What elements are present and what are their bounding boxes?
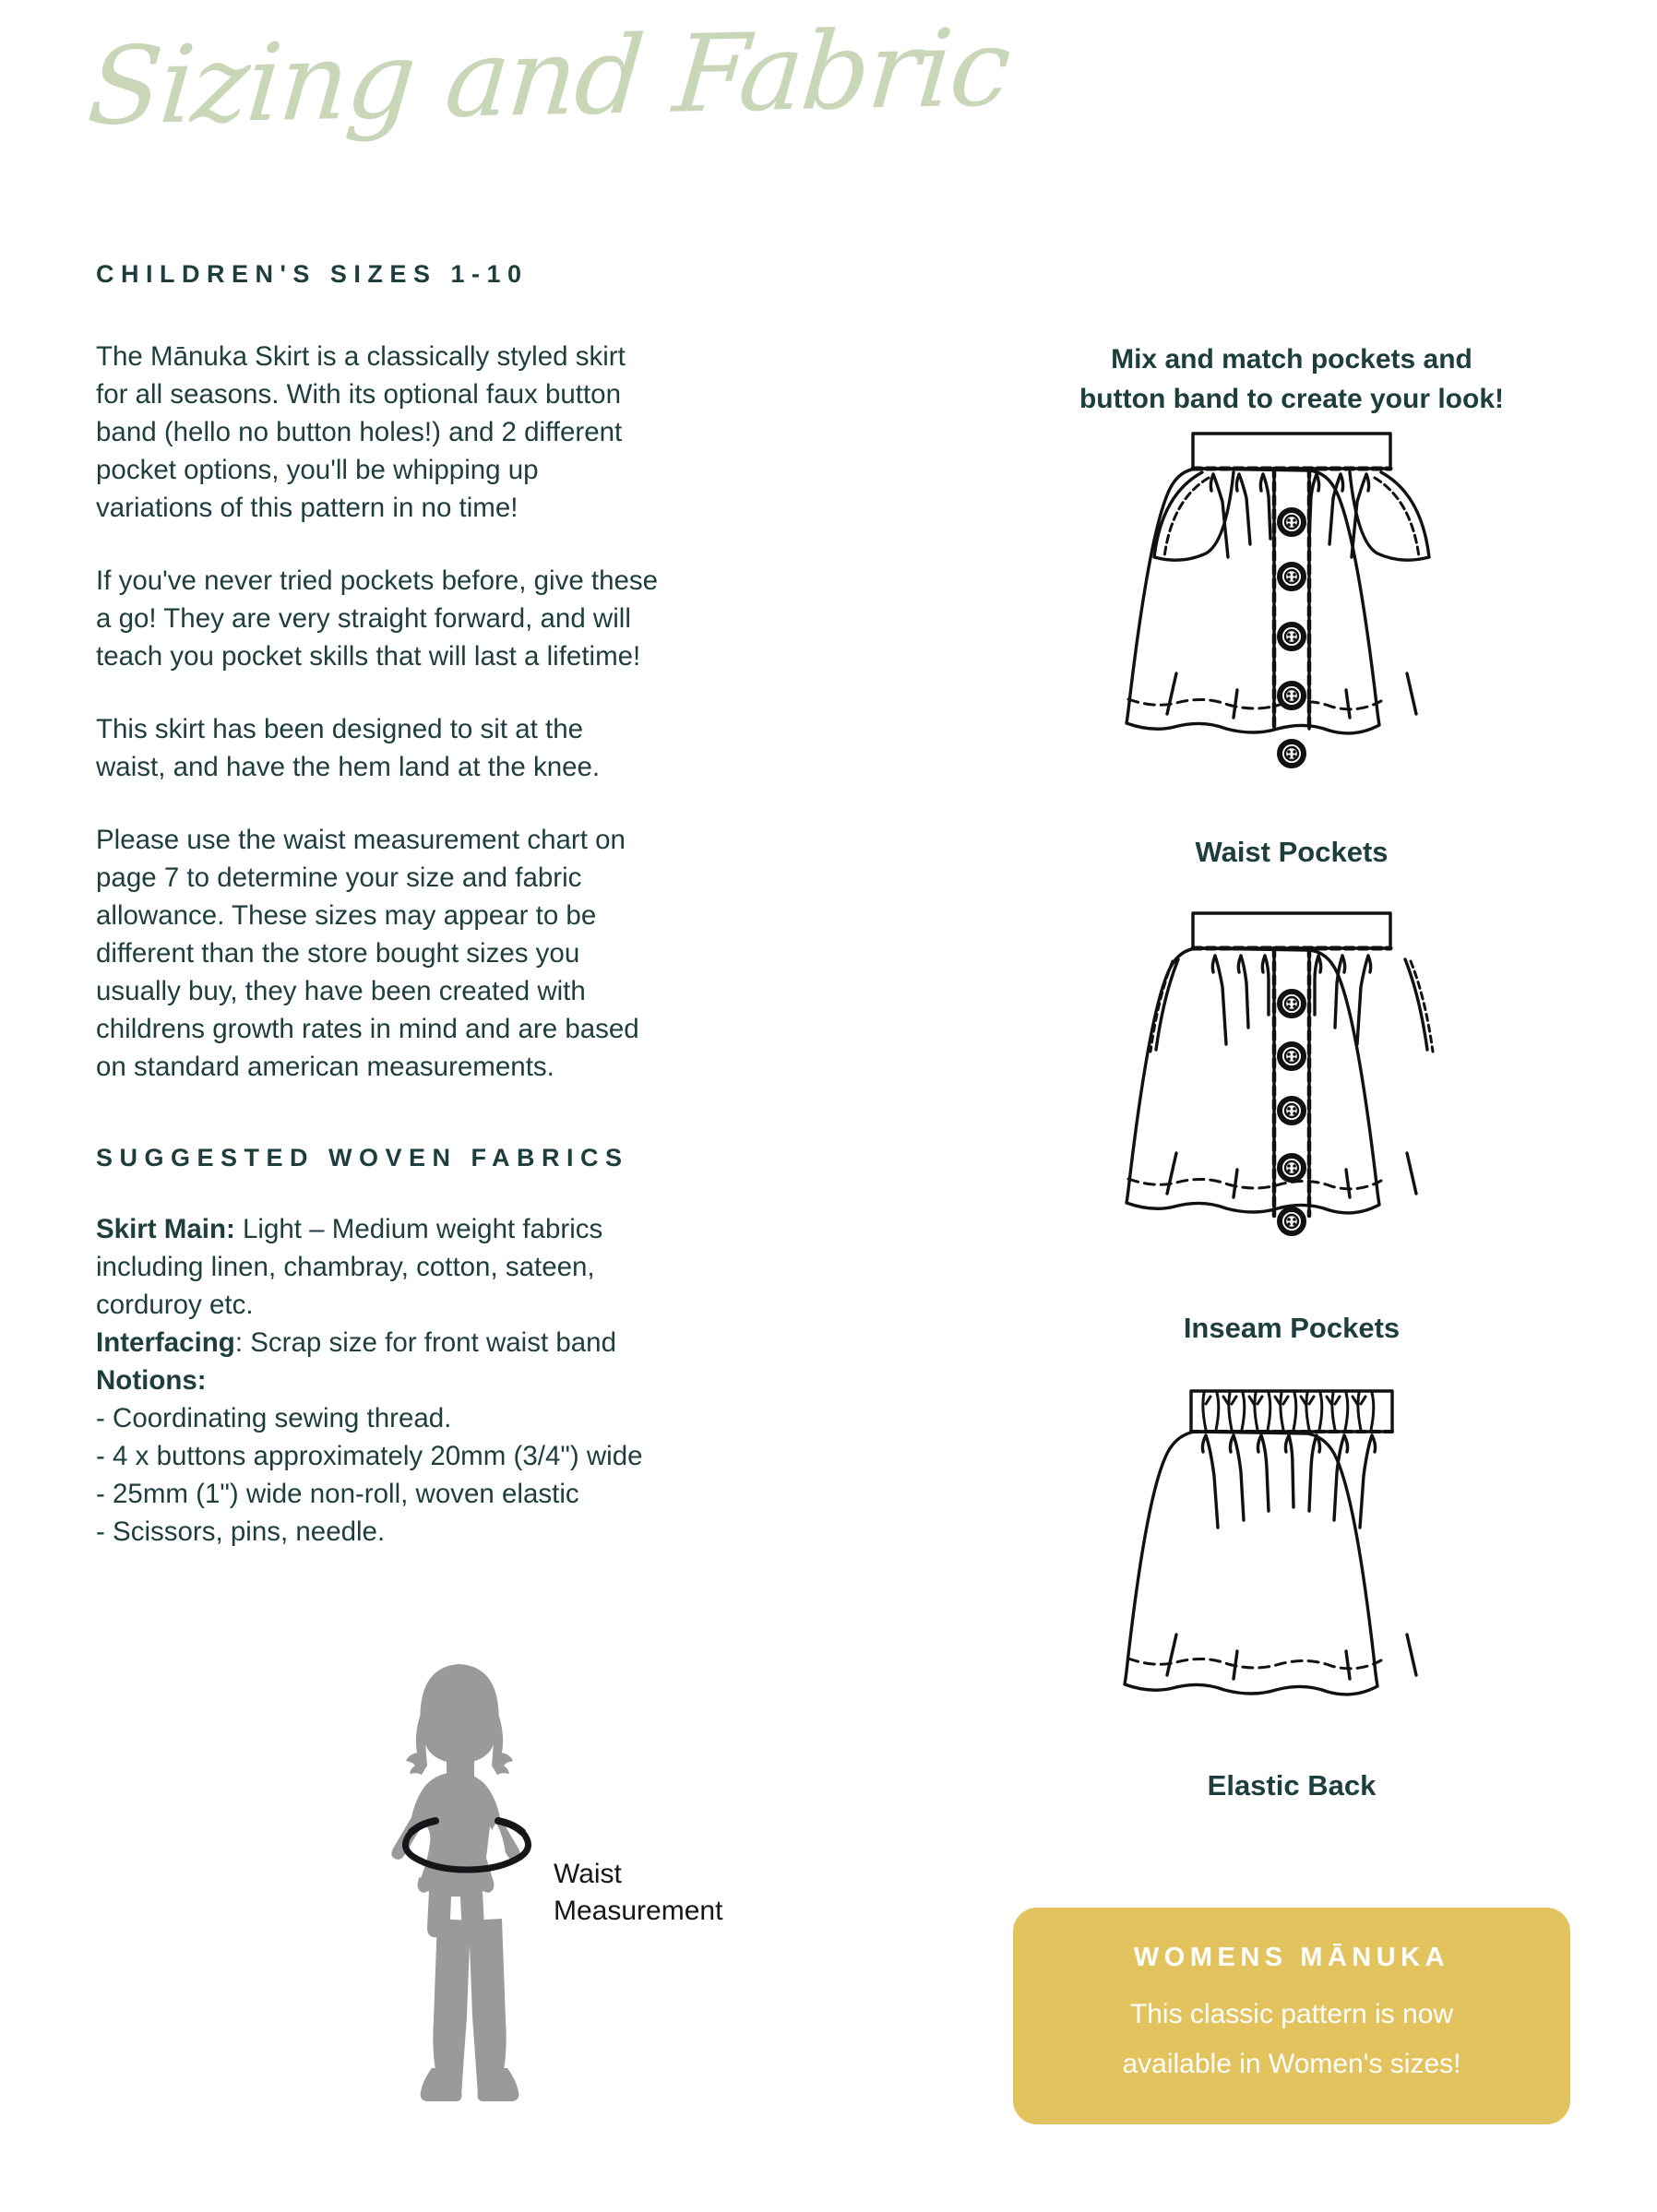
button: [1280, 565, 1304, 589]
notion-item: - 25mm (1") wide non-roll, woven elastic: [96, 1479, 579, 1509]
illustrations-heading: [1015, 339, 1568, 419]
button: [1280, 1044, 1304, 1068]
promo-line-1: This classic pattern is now: [1129, 1999, 1454, 2029]
waist-label-line1: Waist: [554, 1859, 622, 1889]
womens-manuka-promo-box[interactable]: [1013, 1908, 1570, 2124]
button: [1280, 742, 1304, 766]
waist-label-line2: Measurement: [554, 1896, 723, 1926]
button-group: [1280, 992, 1304, 1233]
button: [1280, 1099, 1304, 1123]
skirt-outline: [1127, 469, 1379, 733]
caption-inseam-pockets: Inseam Pockets: [1183, 1312, 1401, 1344]
interfacing-line: [96, 1324, 668, 1362]
waistband: [1193, 434, 1390, 469]
button: [1280, 624, 1304, 648]
elastic-waistband: [1191, 1391, 1392, 1432]
skirt-main-value: Light – Medium weight fabrics including linen, chambray, cotton, sateen, corduroy etc.: [96, 1214, 603, 1320]
children-sizes-body: [96, 338, 659, 1086]
waistband: [1193, 913, 1390, 948]
notion-item: - Scissors, pins, needle.: [96, 1516, 386, 1547]
paragraph-intro: The Mānuka Skirt is a classically styled skirt for all seasons. With its optional faux button band (hello no button holes!) and 2 different pocket options, you'll be whipping up variations of this pattern in no time!: [96, 341, 626, 523]
illustrations-heading-line1: Mix and match pockets and: [1111, 344, 1472, 375]
paragraph-sizing-chart: Please use the waist measurement chart on page 7 to determine your size and fabric allowance. These sizes may appear to be different than the store bought sizes you usually buy, they have been created with childrens growth rates in mind and are based on standard american measurements.: [96, 825, 639, 1082]
notions-label: Notions:: [96, 1365, 207, 1396]
skirt-illustration-inseam-pockets: [1075, 906, 1508, 1293]
skirt-illustration-waist-pockets: [1075, 426, 1508, 814]
paragraph-fit: This skirt has been designed to sit at the waist, and have the hem land at the knee.: [96, 714, 601, 782]
promo-title: WOMENS MĀNUKA: [1133, 1943, 1450, 1972]
caption-elastic-back: Elastic Back: [1207, 1769, 1377, 1802]
silhouette-body: [391, 1664, 519, 2101]
page-title: Sizing and Fabric: [83, 6, 1014, 149]
button: [1280, 1209, 1304, 1233]
illustrations-heading-line2: button band to create your look!: [1079, 384, 1504, 414]
interfacing-label: Interfacing: [96, 1327, 235, 1358]
woven-fabrics-heading: SUGGESTED WOVEN FABRICS: [96, 1144, 629, 1171]
children-sizes-heading: CHILDREN'S SIZES 1-10: [96, 260, 529, 288]
interfacing-value: : Scrap size for front waist band: [234, 1327, 616, 1358]
paragraph-pockets: If you've never tried pockets before, give these a go! They are very straight forward, and will teach you pocket skills that will last a lifetime!: [96, 565, 659, 672]
caption-waist-pockets: Waist Pockets: [1195, 836, 1389, 868]
notion-item: - 4 x buttons approximately 20mm (3/4") wide: [96, 1441, 643, 1471]
button: [1280, 992, 1304, 1016]
notion-item: - Coordinating sewing thread.: [96, 1403, 452, 1433]
button: [1280, 510, 1304, 534]
promo-line-2: available in Women's sizes!: [1122, 2049, 1461, 2079]
skirt-main-label: Skirt Main:: [96, 1214, 235, 1244]
button: [1280, 684, 1304, 708]
skirt-outline: [1125, 1432, 1377, 1695]
waist-measurement-label: [554, 1856, 775, 1930]
skirt-main-line: [96, 1210, 668, 1324]
button: [1280, 1156, 1304, 1180]
skirt-illustration-elastic-back: [1075, 1382, 1508, 1751]
woven-fabrics-body: [96, 1210, 668, 1551]
